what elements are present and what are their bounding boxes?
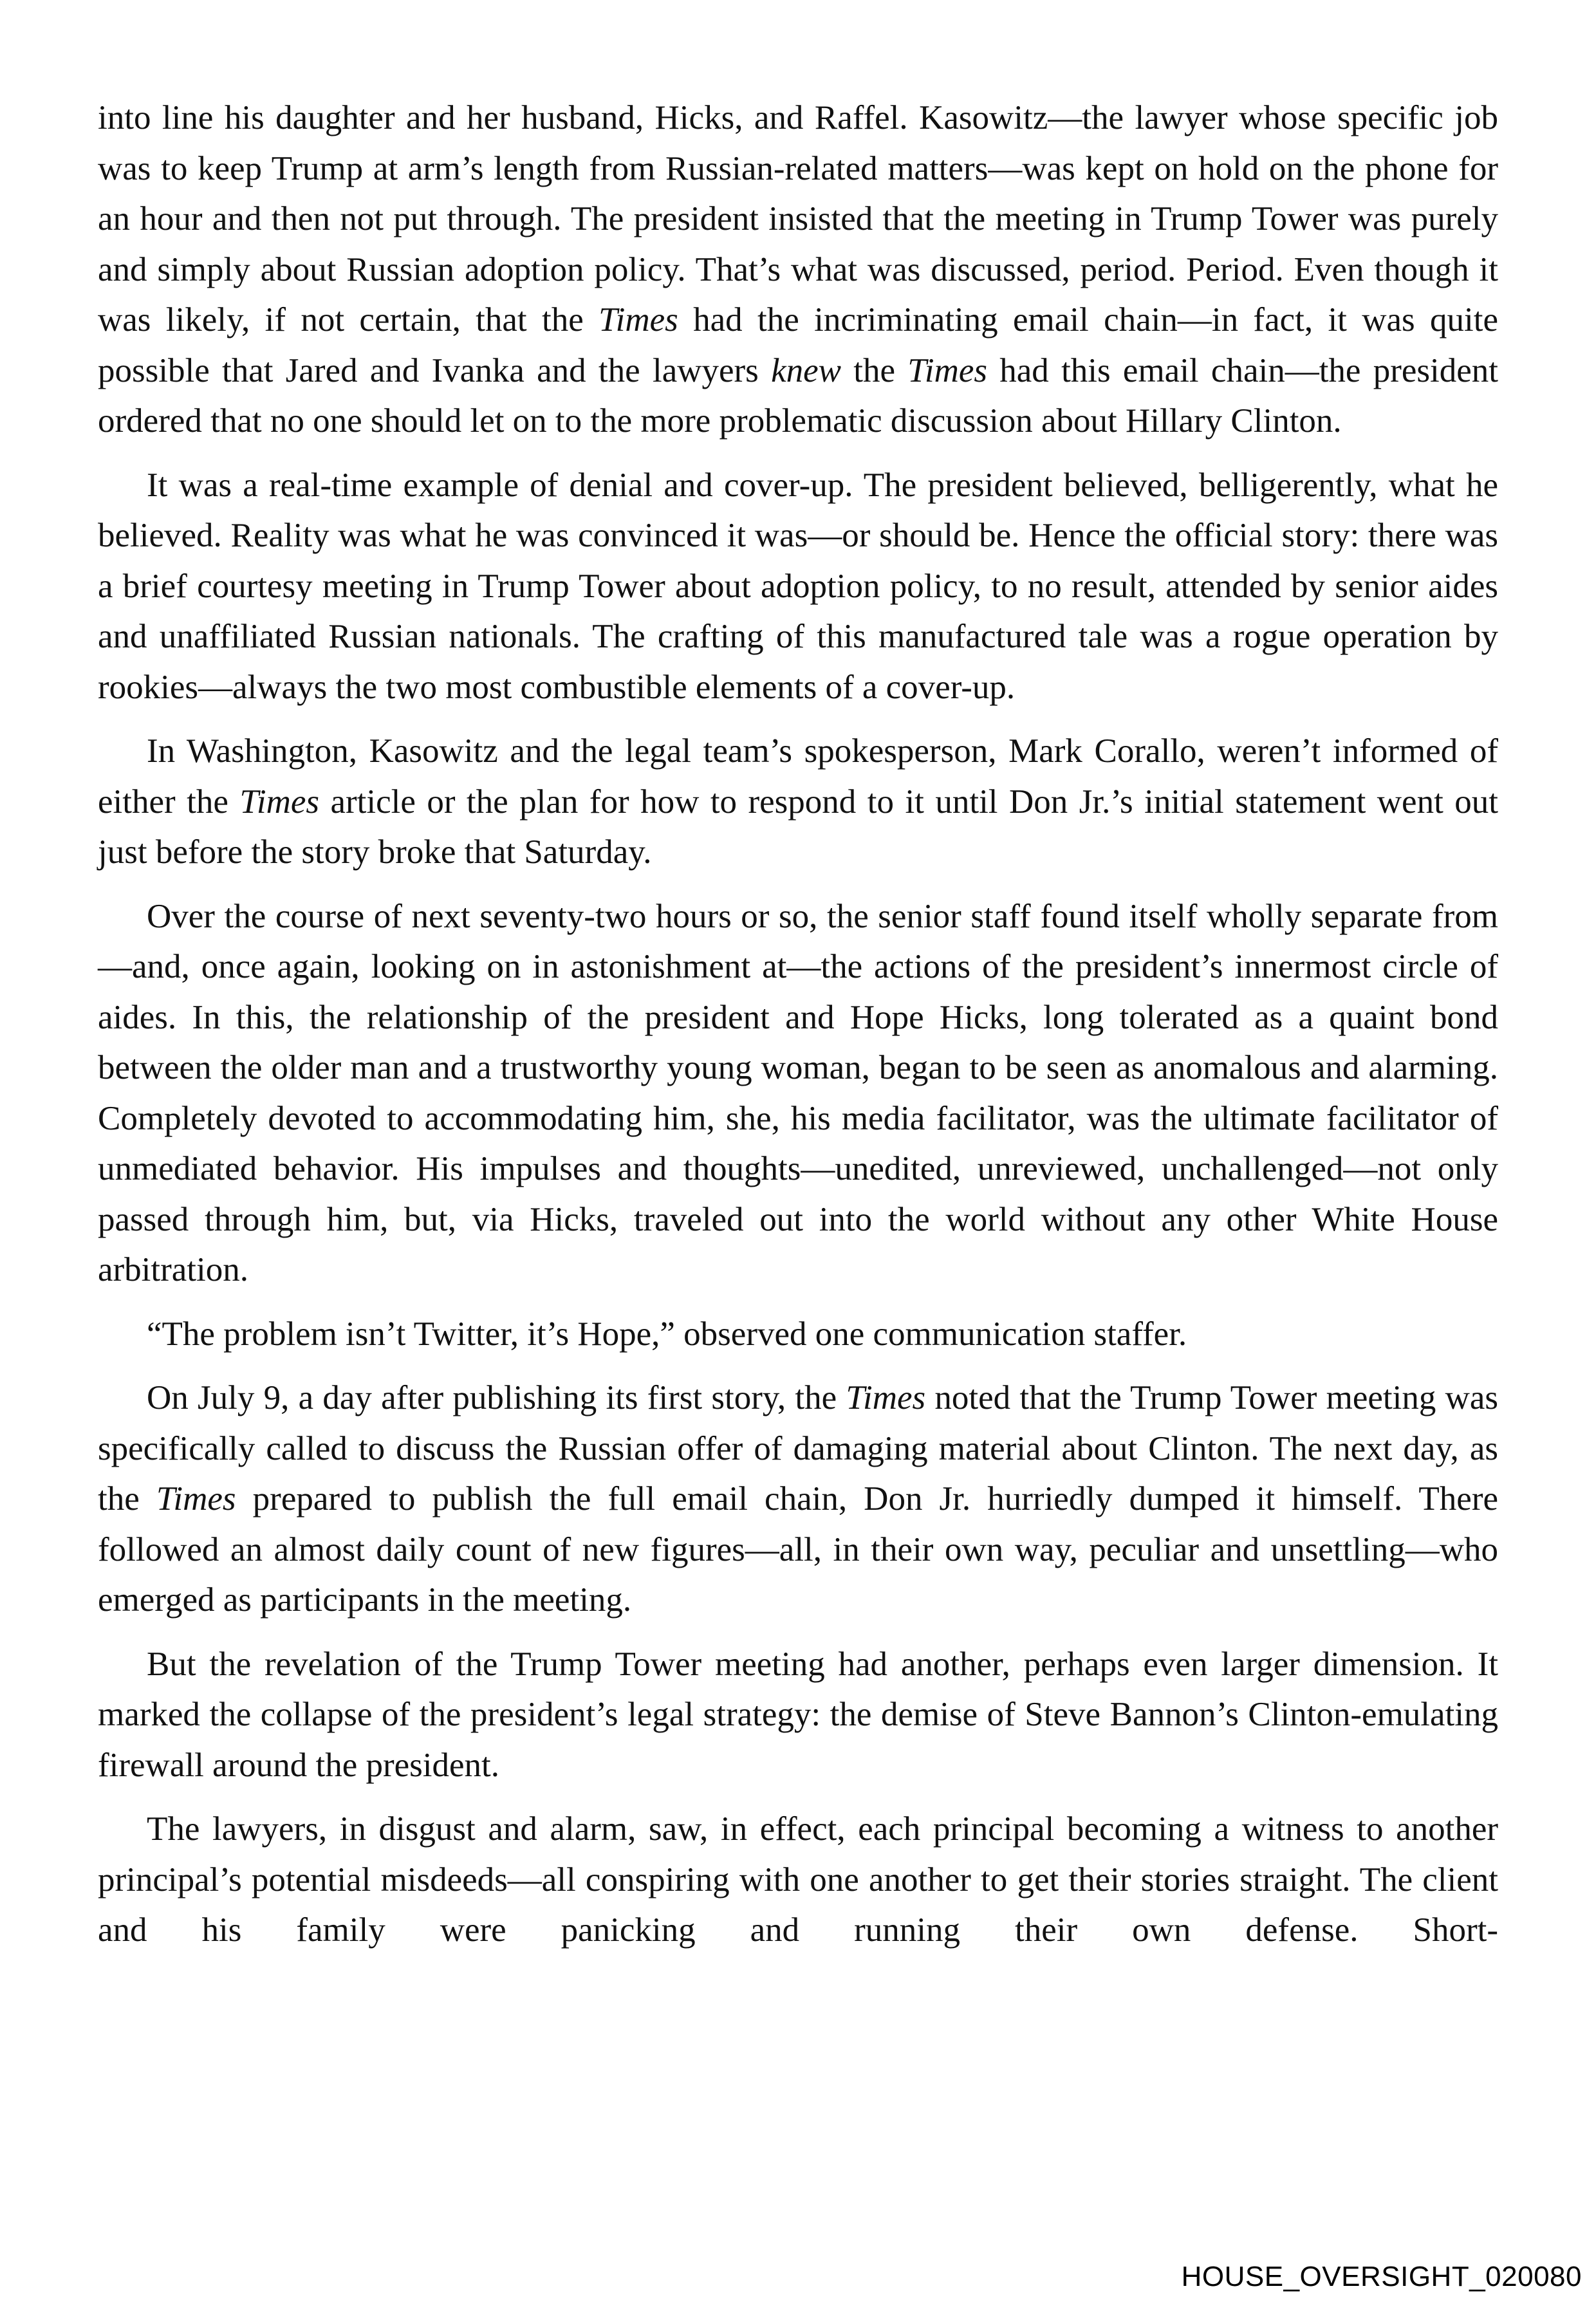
text-segment: Over the course of next seventy-two hours or so, the senior staff found itself wholly separate from—and, once again, looking on in astonishment at—the actions of the president’s innermost circle of aides. In this, the relationship of the president and Hope Hicks, long tolerated as a quaint bond between the older man and a trustworthy young woman, began to be seen as anomalous and alarming. Completely devoted to accommodating him, she, his media facilitator, was the ultimate facilitator of unmediated behavior. His impulses and thoughts—unedited, unreviewed, unchallenged—not only passed through him, but, via Hicks, traveled out into the world without any other White House arbitration. (98, 897, 1498, 1288)
text-segment: The lawyers, in disgust and alarm, saw, in effect, each principal becoming a witness to another principal’s potential misdeeds—all conspiring with one another to get their stories straight. The client and his family were panicking and running their own defense. Short- (98, 1810, 1498, 1949)
italic-publication-title: Times (156, 1480, 236, 1518)
text-segment: the (840, 351, 908, 389)
paragraph (98, 460, 1498, 713)
page-body (98, 93, 1498, 1969)
paragraph-continued (98, 93, 1498, 447)
text-segment: article or the plan for how to respond to it until Don Jr.’s initial statement went out just before the story broke that Saturday. (98, 783, 1498, 871)
paragraph (98, 1373, 1498, 1626)
paragraph-quote (98, 1309, 1498, 1360)
italic-publication-title: Times (846, 1379, 926, 1416)
text-segment: It was a real-time example of denial and cover-up. The president believed, belligerently, what he believed. Reality was what he was convinced it was—or should be. Hence the official story: there was a brief courtesy meeting in Trump Tower about adoption policy, to no result, attended by senior aides and unaffiliated Russian nationals. The crafting of this manufactured tale was a rogue operation by rookies—always the two most combustible elements of a cover-up. (98, 466, 1498, 706)
paragraph (98, 726, 1498, 878)
bates-number-stamp: HOUSE_OVERSIGHT_020080 (1181, 2261, 1582, 2292)
text-segment: noted that the Trump Tower meeting was specifically called to discuss the Russian offer of damaging material about Clinton. The next day, as the (98, 1379, 1498, 1518)
text-segment: into line his daughter and her husband, Hicks, and Raffel. Kasowitz—the lawyer whose specific job was to keep Trump at arm’s length from Russian-related matters—was kept on hold on the phone for an hour and then not put through. The president insisted that the meeting in Trump Tower was purely and simply about Russian adoption policy. That’s what was discussed, period. Period. Even though it was likely, if not certain, that the (98, 99, 1498, 339)
paragraph (98, 1639, 1498, 1791)
italic-publication-title: Times (907, 351, 987, 389)
text-segment: In Washington, Kasowitz and the legal team’s spokesperson, Mark Corallo, weren’t informed of either the (98, 732, 1498, 821)
paragraph (98, 891, 1498, 1295)
italic-publication-title: Times (239, 783, 320, 821)
text-segment: prepared to publish the full email chain, Don Jr. hurriedly dumped it himself. There followed an almost daily count of new figures—all, in their own way, peculiar and unsettling—who emerged as participants in the meeting. (98, 1480, 1499, 1619)
italic-emphasis: knew (771, 351, 841, 389)
text-segment: had the incriminating email chain—in fact, it was quite possible that Jared and Ivanka and the lawyers (98, 301, 1498, 389)
text-segment: But the revelation of the Trump Tower meeting had another, perhaps even larger dimension. It marked the collapse of the president’s legal strategy: the demise of Steve Bannon’s Clinton-emulating firewall around the president. (98, 1645, 1498, 1784)
text-segment: had this email chain—the president ordered that no one should let on to the more problematic discussion about Hillary Clinton. (98, 351, 1499, 440)
paragraph-continues (98, 1804, 1498, 1956)
italic-publication-title: Times (598, 301, 678, 339)
text-segment: “The problem isn’t Twitter, it’s Hope,” observed one communication staffer. (147, 1315, 1187, 1353)
text-segment: On July 9, a day after publishing its first story, the (147, 1379, 846, 1416)
